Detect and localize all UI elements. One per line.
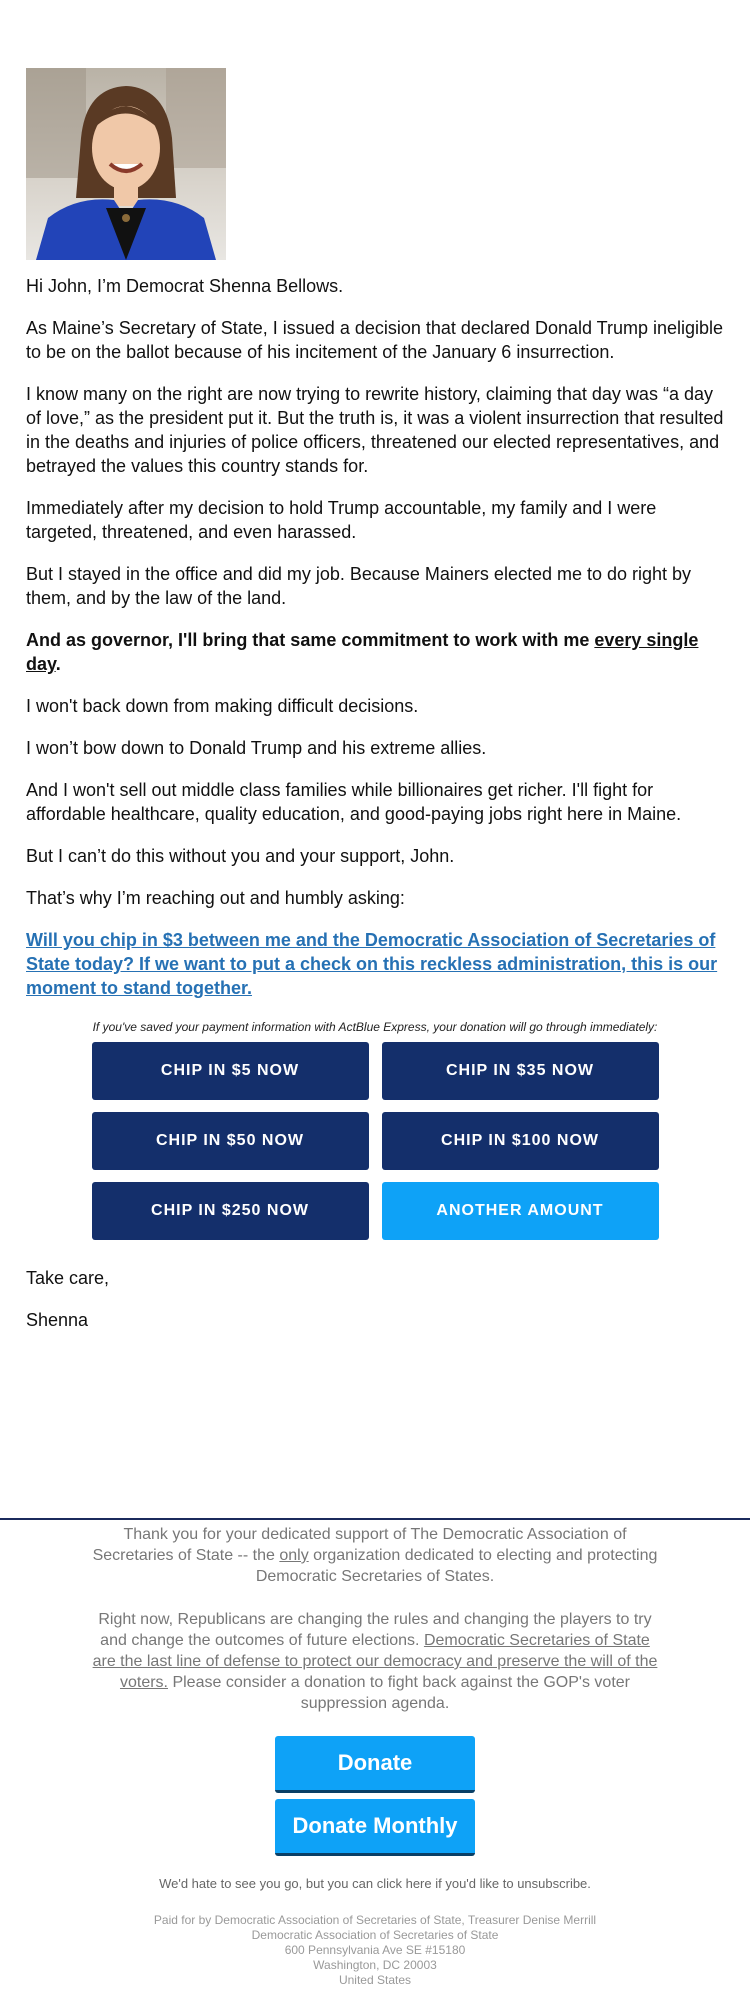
- governor-commitment-text: And as governor, I'll bring that same commitment to work with me: [26, 630, 595, 650]
- paid-for-disclaimer: [88, 1913, 662, 1988]
- paid-for-line: Paid for by Democratic Association of Secretaries of State, Treasurer Denise Merrill: [153, 1913, 597, 1927]
- paragraph-difficult-decisions: I won't back down from making difficult decisions.: [26, 696, 419, 716]
- footer-thanks: Thank you for your dedicated support of The Democratic Association of Secretaries of State -- the only organization dedicated to electing and protecting Democratic Secretaries of States.: [92, 1526, 658, 1585]
- greeting: Hi John, I’m Democrat Shenna Bellows.: [26, 276, 344, 296]
- another-amount-button[interactable]: ANOTHER AMOUNT: [382, 1182, 659, 1240]
- paragraph-harassed: Immediately after my decision to hold Trump accountable, my family and I were targeted, threatened, and even harassed.: [26, 498, 657, 542]
- chip-in-250-button[interactable]: CHIP IN $250 NOW: [92, 1182, 369, 1240]
- paragraph-ballot-decision: As Maine’s Secretary of State, I issued a decision that declared Donald Trump ineligible to be on the ballot because of his incitement of the January 6 insurrection.: [26, 318, 724, 362]
- chip-in-35-button[interactable]: CHIP IN $35 NOW: [382, 1042, 659, 1100]
- candidate-portrait-image: [26, 68, 226, 260]
- paragraph-support: But I can’t do this without you and your support, John.: [26, 846, 455, 866]
- org-name: Democratic Association of Secretaries of State: [251, 1928, 499, 1942]
- unsubscribe-link[interactable]: We'd hate to see you go, but you can click here if you'd like to unsubscribe.: [159, 1876, 591, 1891]
- chip-in-5-button[interactable]: CHIP IN $5 NOW: [92, 1042, 369, 1100]
- footer: [88, 1524, 662, 1988]
- email-body: [26, 68, 724, 1350]
- paragraph-governor-commitment: And as governor, I'll bring that same commitment to work with me every single day.: [26, 630, 699, 674]
- chip-in-100-button[interactable]: CHIP IN $100 NOW: [382, 1112, 659, 1170]
- actblue-express-note: If you've saved your payment information with ActBlue Express, your donation will go through immediately:: [92, 1020, 658, 1034]
- only-text: only: [279, 1547, 309, 1564]
- donate-button[interactable]: Donate: [275, 1736, 475, 1793]
- last-line-of-defense-link[interactable]: Democratic Secretaries of State are the last line of defense to protect our democracy and preserve the will of the voters.: [92, 1632, 658, 1691]
- every-single-day-text: every single day: [26, 630, 699, 674]
- paragraph-bow-down: I won’t bow down to Donald Trump and his extreme allies.: [26, 738, 487, 758]
- signoff: Take care,: [26, 1268, 110, 1288]
- address-line-2: Washington, DC 20003: [313, 1958, 437, 1972]
- signature: Shenna: [26, 1310, 89, 1330]
- address-line-1: 600 Pennsylvania Ave SE #15180: [284, 1943, 466, 1957]
- donate-monthly-button[interactable]: Donate Monthly: [275, 1799, 475, 1856]
- footer-divider: [0, 1518, 750, 1520]
- donate-button-grid: [26, 1042, 724, 1240]
- paragraph-middle-class: And I won't sell out middle class families while billionaires get richer. I'll fight for affordable healthcare, quality education, and good-paying jobs right here in Maine.: [26, 780, 682, 824]
- paragraph-asking: That’s why I’m reaching out and humbly asking:: [26, 888, 405, 908]
- chip-in-50-button[interactable]: CHIP IN $50 NOW: [92, 1112, 369, 1170]
- chip-in-3-link[interactable]: Will you chip in $3 between me and the Democratic Association of Secretaries of State today? If we want to put a check on this reckless administration, this is our moment to stand together.: [26, 930, 718, 998]
- paragraph-rewrite-history: I know many on the right are now trying to rewrite history, claiming that day was “a day of love,” as the president put it. But the truth is, it was a violent insurrection that resulted in the deaths and injuries of police officers, threatened our elected representatives, and betrayed the values this country stands for.: [26, 384, 724, 476]
- country: United States: [338, 1973, 412, 1987]
- paragraph-did-my-job: But I stayed in the office and did my job. Because Mainers elected me to do right by them, and by the law of the land.: [26, 564, 692, 608]
- footer-right-now: Right now, Republicans are changing the rules and changing the players to try and change the outcomes of future elections. Democratic Secretaries of State are the last line of defense to protect our democracy and preserve the will of the voters. Please consider a donation to fight back against the GOP's voter suppression agenda.: [92, 1611, 658, 1712]
